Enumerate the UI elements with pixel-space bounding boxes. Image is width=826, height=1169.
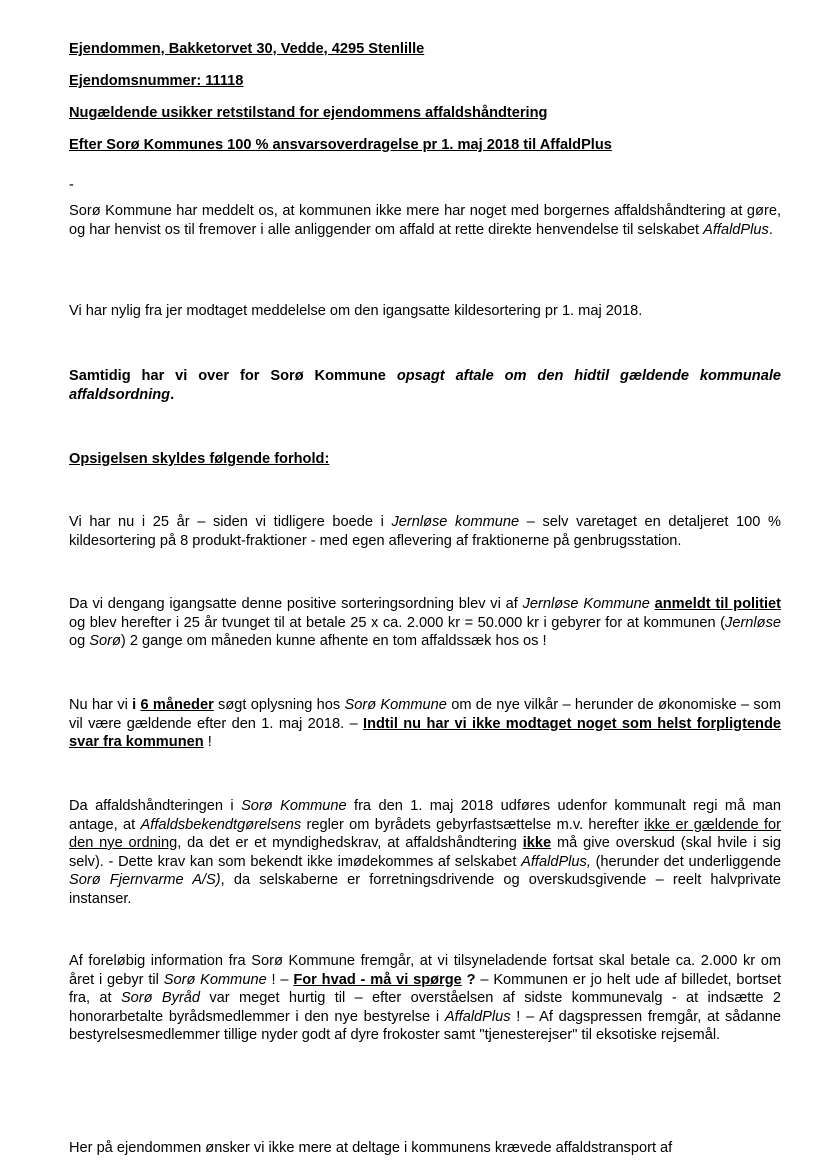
paragraph-final: Her på ejendommen ønsker vi ikke mere at deltage i kommunens krævede affaldstransport af <box>69 1140 673 1156</box>
p1-affaldplus: AffaldPlus <box>703 221 769 238</box>
paragraph-police-report: Da vi dengang igangsatte denne positive sorteringsordning blev vi af Jernløse Kommune anmeldt til politiet og blev herefter i 25 år tvunget til at betale 25 x ca. 2.000 kr = 50.000 kr i gebyrer for at kommunen (Jernløse og Sorø) 2 gange om måneden kunne afhente en tom affaldssæk hos os ! <box>69 596 781 649</box>
property-number-heading: Ejendomsnummer: 11118 <box>69 73 244 89</box>
p1-end: . <box>768 221 773 238</box>
p1-text: Sorø Kommune har meddelt os, at kommunen ikke mere har noget med borgernes affaldshåndtering at gøre, og har henvist os til fremover i alle anliggender om affald at rette direkte henvendelse til selskabet <box>69 203 781 238</box>
p5-jernlose: Jernløse <box>725 614 781 631</box>
p3-emphasis: opsagt aftale om den hidtil gældende kommunale affaldsordning <box>69 368 781 403</box>
paragraph-25-years <box>69 513 781 550</box>
paragraph-municipality-notice <box>69 202 781 239</box>
p5-police: anmeldt til politiet <box>654 596 781 612</box>
p4-text: Vi har nu i 25 år – siden vi tidligere boede i <box>69 514 392 530</box>
p5-a: Da vi dengang igangsatte denne positive sorteringsordning blev vi af <box>69 596 523 612</box>
p5-jernlose-kommune: Jernløse Kommune <box>522 596 650 612</box>
p7-not-applicable: ikke er gældende for den nye ordning <box>69 816 781 851</box>
paragraph-fees: Af foreløbig information fra Sorø Kommune fremgår, at vi tilsyneladende fortsat skal betale ca. 2.000 kr om året i gebyr til Sorø Kommune ! – For hvad - må vi spørge ? – Kommunen er jo helt ude af billedet, bortset fra, at Sorø Byråd var meget hurtig til – efter overståelsen af sidste kommunevalg - at indsætte 2 honorarbetalte byrådsmedlemmer i den nye bestyrelse i AffaldPlus ! – Af dagspressen fremgår, at sådanne bestyrelsesmedlemmer tillige nyder godt af dyre frokoster samt "tjenesterejser" til eksotiske rejsemål. <box>69 953 782 1043</box>
p4-end: – selv varetaget en detaljeret 100 % kildesortering på 8 produkt-fraktioner - med egen aflevering af fraktionerne på genbrugsstation. <box>69 514 781 549</box>
p5-soro: Sorø <box>89 633 121 649</box>
paragraph-recent-notice: Vi har nylig fra jer modtaget meddelelse om den igangsatte kildesortering pr 1. maj 2018. <box>69 303 643 319</box>
paragraph-regulations: Da affaldshåndteringen i Sorø Kommune fra den 1. maj 2018 udføres udenfor kommunalt regi må man antage, at Affaldsbekendtgørelsens regler om byrådets gebyrfastsættelse m.v. herefter ikke er gældende for den nye ordning, da det er et myndighedskrav, at affaldshåndtering ikke må give overskud (skal hvile i sig selv). - Dette krav kan som bekendt ikke imødekommes af selskabet AffaldPlus, (herunder det underliggende Sorø Fjernvarme A/S), da selskaberne er forretningsdrivende og overskudsgivende – reelt halvprivate instanser. <box>69 798 781 907</box>
section-heading-reasons: Opsigelsen skyldes følgende forhold: <box>69 451 330 467</box>
p5-i: ) 2 gange om måneden kunne afhente en tom affaldssæk hos os ! <box>120 633 547 649</box>
paragraph-termination <box>69 367 781 404</box>
p6-six-months: 6 måneder <box>140 697 214 713</box>
p6-no-answer: Indtil nu har vi ikke modtaget noget som helst forpligtende svar fra kommunen <box>69 715 782 750</box>
p3-text: Samtidig har vi over for Sorø Kommune <box>69 368 397 384</box>
p3-end: . <box>170 386 175 403</box>
subtitle-heading: Efter Sorø Kommunes 100 % ansvarsoverdragelse pr 1. maj 2018 til AffaldPlus <box>69 137 612 153</box>
property-address-heading: Ejendommen, Bakketorvet 30, Vedde, 4295 Stenlille <box>69 41 425 57</box>
p7-ikke: ikke <box>522 835 552 851</box>
p4-jernlose: Jernløse kommune <box>391 514 520 530</box>
p8-for-what: For hvad - må vi spørge <box>293 971 462 988</box>
subject-heading: Nugældende usikker retstilstand for ejendommens affaldshåndtering <box>69 105 548 121</box>
p6-a: Nu har vi <box>69 697 133 713</box>
p6-soro: Sorø Kommune <box>344 697 447 713</box>
paragraph-six-months: Nu har vi i 6 måneder søgt oplysning hos Sorø Kommune om de nye vilkår – herunder de økonomiske – som vil være gældende efter den 1. maj 2018. – Indtil nu har vi ikke modtaget noget som helst forpligtende svar fra kommunen ! <box>69 697 782 750</box>
dash-marker: - <box>69 177 74 193</box>
p5-e: og blev herefter i 25 år tvunget til at betale 25 x ca. 2.000 kr = 50.000 kr i gebyrer for at kommunen ( <box>69 614 726 631</box>
